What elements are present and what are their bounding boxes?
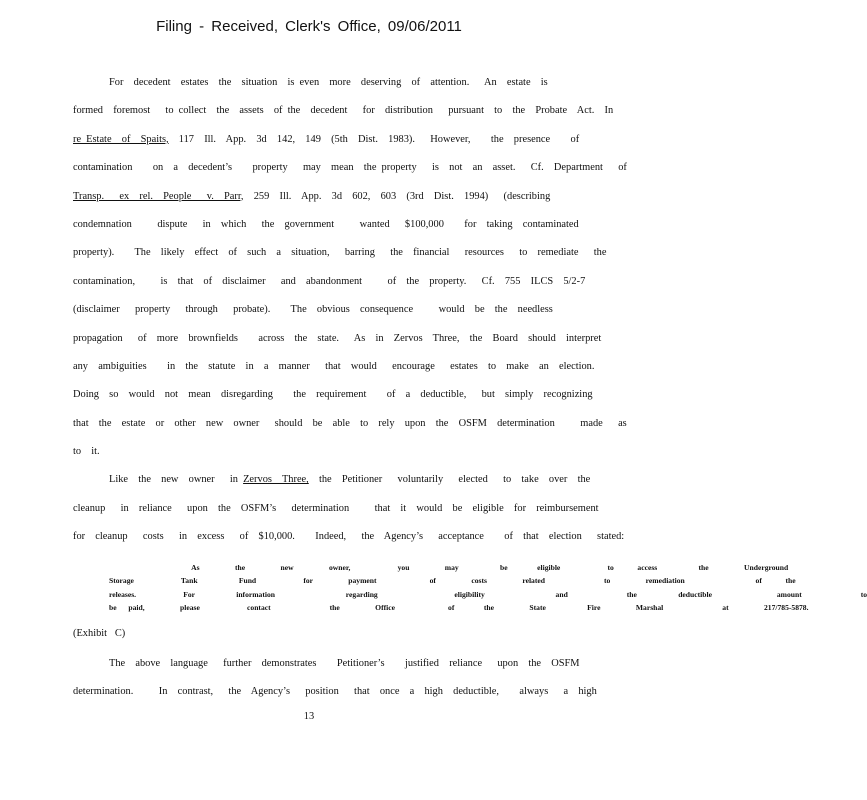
text-line: contamination on a decedent’s property may mean the property is not an asset. Cf. Department of [73, 162, 627, 174]
case-reference-zervos-three: Zervos Three, [243, 474, 309, 486]
text-line: for cleanup costs in excess of $10,000. Indeed, the Agency’s acceptance of that election stated: [73, 531, 625, 543]
text-fragment: the Petitioner voluntarily elected to take over the [308, 474, 591, 486]
page-number: 13 [303, 711, 315, 722]
quote-line: Storage Tank Fund for payment of costs related to remediation of the [109, 576, 796, 586]
case-citation-estate-of-spaits: re Estate of Spaits, [73, 133, 169, 145]
block-quote [109, 561, 867, 614]
text-line: that the estate or other new owner should be able to rely upon the OSFM determination made as [73, 417, 627, 429]
citation-text: 117 Ill. App. 3d 142, 149 (5th Dist. 1983). However, the presence of [168, 133, 580, 145]
text-line: condemnation dispute in which the government wanted $100,000 for taking contaminated [73, 218, 579, 230]
text-line-citation [73, 126, 580, 154]
text-line-zervos [73, 466, 591, 494]
text-line: determination. In contrast, the Agency’s position that once a high deductible, always a high [73, 686, 597, 698]
text-line: The above language further demonstrates Petitioner’s justified reliance upon the OSFM [109, 658, 580, 669]
text-line: (disclaimer property through probate). The obvious consequence would be the needless [73, 304, 553, 316]
citation-text: 259 Ill. App. 3d 602, 603 (3rd Dist. 1994) (describing [243, 190, 551, 202]
text-line: Doing so would not mean disregarding the requirement of a deductible, but simply recognizing [73, 389, 593, 401]
text-line-citation [73, 183, 553, 211]
case-citation-people-v-parr: Transp. ex rel. People v. Parr, [73, 190, 244, 202]
body-paragraph-1 [73, 69, 627, 552]
text-line: For decedent estates the situation is even more deserving of attention. An estate is [109, 77, 548, 88]
text-line: contamination, is that of disclaimer and abandonment of the property. Cf. 755 ILCS 5/2-7 [73, 275, 586, 287]
text-fragment: Like the new owner in [109, 474, 244, 486]
filing-header: Filing - Received, Clerk's Office, 09/06/2011 [156, 18, 462, 35]
text-line: to it. [73, 446, 100, 458]
quote-line: be paid, please contact the Office of the State Fire Marshal at 217/785-5878. [109, 602, 809, 612]
text-line: formed foremost to collect the assets of the decedent for distribution pursuant to the Probate Act. In [73, 105, 614, 117]
text-line: cleanup in reliance upon the OSFM’s determination that it would be eligible for reimbursement [73, 502, 599, 514]
text-line: propagation of more brownfields across the state. As in Zervos Three, the Board should interpret [73, 332, 602, 344]
exhibit-reference: (Exhibit C) [73, 628, 126, 639]
quote-line: releases. For information regarding eligibility and the deductible amount to [109, 589, 867, 599]
body-paragraph-3 [73, 650, 597, 707]
text-line: any ambiguities in the statute in a manner that would encourage estates to make an election. [73, 360, 595, 372]
text-line: property). The likely effect of such a situation, barring the financial resources to remediate the [73, 247, 607, 259]
quote-line: As the new owner, you may be eligible to access the Underground [109, 563, 789, 572]
